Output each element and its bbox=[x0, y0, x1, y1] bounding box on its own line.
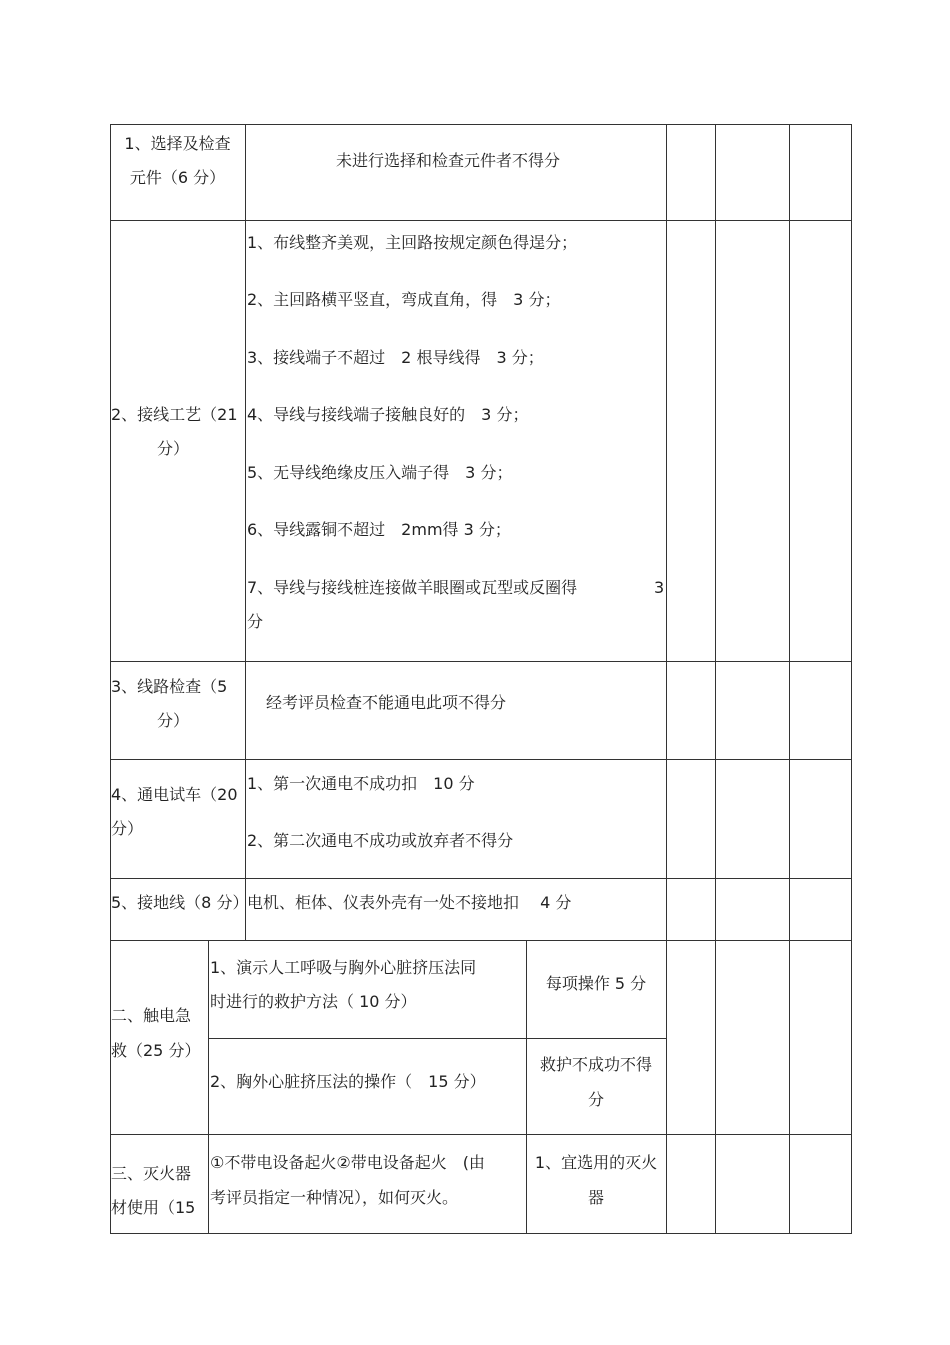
desc-1: 未进行选择和检查元件者不得分 bbox=[335, 151, 560, 170]
desc-2-score: 3 bbox=[654, 578, 665, 597]
desc-2-line4: 4、导线与接线端子接触良好的 3 分； bbox=[247, 405, 529, 424]
note-6-2-line1: 救护不成功不得 bbox=[539, 1055, 652, 1074]
sub-6-1-line1: 1、演示人工呼吸与胸外心脏挤压法同 bbox=[210, 958, 477, 977]
item-1-line2: 元件（6 分） bbox=[129, 168, 226, 187]
desc-5: 电机、柜体、仪表外壳有一处不接地扣 4 分 bbox=[247, 893, 572, 912]
sub-7-line2: 考评员指定一种情况），如何灭火。 bbox=[210, 1188, 459, 1207]
item-3-line1: 3、线路检查（5 bbox=[111, 677, 228, 696]
desc-3: 经考评员检查不能通电此项不得分 bbox=[266, 693, 507, 712]
desc-2-line8: 分 bbox=[247, 612, 264, 631]
desc-2-line7: 7、导线与接线桩连接做羊眼圈或瓦型或反圈得 bbox=[247, 578, 578, 597]
desc-2-line6: 6、导线露铜不超过 2mm得 3 分； bbox=[247, 520, 511, 539]
note-6-2-line2: 分 bbox=[587, 1090, 604, 1109]
desc-4-line1: 1、第一次通电不成功扣 10 分 bbox=[247, 774, 475, 793]
note-7-line2: 器 bbox=[587, 1188, 604, 1207]
desc-4-line2: 2、第二次通电不成功或放弃者不得分 bbox=[247, 831, 514, 850]
item-2-line1: 2、接线工艺（21 bbox=[111, 405, 238, 424]
desc-2-line2: 2、主回路横平竖直，弯成直角，得 3 分； bbox=[247, 290, 561, 309]
sub-6-1-line2: 时进行的救护方法（ 10 分） bbox=[210, 992, 417, 1011]
item-4-line1: 4、通电试车（20 bbox=[111, 785, 238, 804]
item-4-line2: 分） bbox=[111, 819, 144, 838]
desc-2-line5: 5、无导线绝缘皮压入端子得 3 分； bbox=[247, 463, 513, 482]
item-3-line2: 分） bbox=[157, 711, 190, 730]
item-6-line1: 二、触电急 bbox=[111, 1006, 192, 1025]
item-1-line1: 1、选择及检查 bbox=[124, 134, 231, 153]
item-6-line2: 救（25 分） bbox=[111, 1041, 201, 1060]
desc-2-line3: 3、接线端子不超过 2 根导线得 3 分； bbox=[247, 348, 544, 367]
item-7-line1: 三、灭火器 bbox=[111, 1164, 192, 1183]
note-7-line1: 1、宜选用的灭火 bbox=[534, 1153, 658, 1172]
desc-2-line1: 1、布线整齐美观，主回路按规定颜色得逞分； bbox=[247, 233, 578, 252]
item-2-line2: 分） bbox=[157, 439, 190, 458]
sub-7-line1: ①不带电设备起火②带电设备起火 (由 bbox=[210, 1153, 485, 1172]
note-6-1: 每项操作 5 分 bbox=[545, 974, 647, 993]
sub-6-2: 2、胸外心脏挤压法的操作（ 15 分） bbox=[210, 1072, 486, 1091]
item-7-line2: 材使用（15 bbox=[111, 1198, 196, 1217]
item-5: 5、接地线（8 分） bbox=[111, 893, 249, 912]
